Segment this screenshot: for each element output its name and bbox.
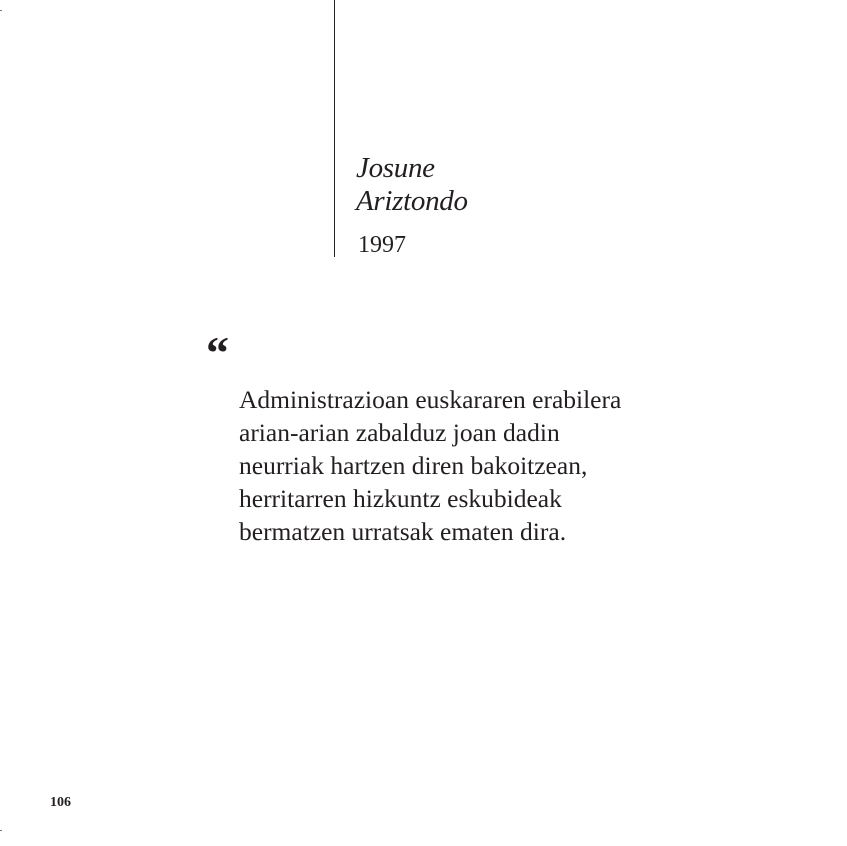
page-number: 106 xyxy=(50,795,71,810)
quote-line: bermatzen urratsak ematen dira. xyxy=(239,517,567,546)
quote-line: arian-arian zabalduz joan dadin xyxy=(239,418,560,447)
crop-mark-bottom xyxy=(0,830,2,831)
crop-mark-top xyxy=(0,10,2,11)
quote-line: herritarren hizkuntz eskubideak xyxy=(239,484,562,513)
quote-line: neurriak hartzen diren bakoitzean, xyxy=(239,451,588,480)
author-year: 1997 xyxy=(358,232,406,258)
quote-line: Administrazioan euskararen erabilera xyxy=(239,385,622,414)
author-last-name: Ariztondo xyxy=(356,185,468,217)
author-name xyxy=(356,152,468,218)
vertical-rule xyxy=(334,0,335,257)
quote-text xyxy=(239,383,699,548)
quotation-mark-icon: “ xyxy=(206,327,229,378)
author-first-name: Josune xyxy=(356,152,435,184)
